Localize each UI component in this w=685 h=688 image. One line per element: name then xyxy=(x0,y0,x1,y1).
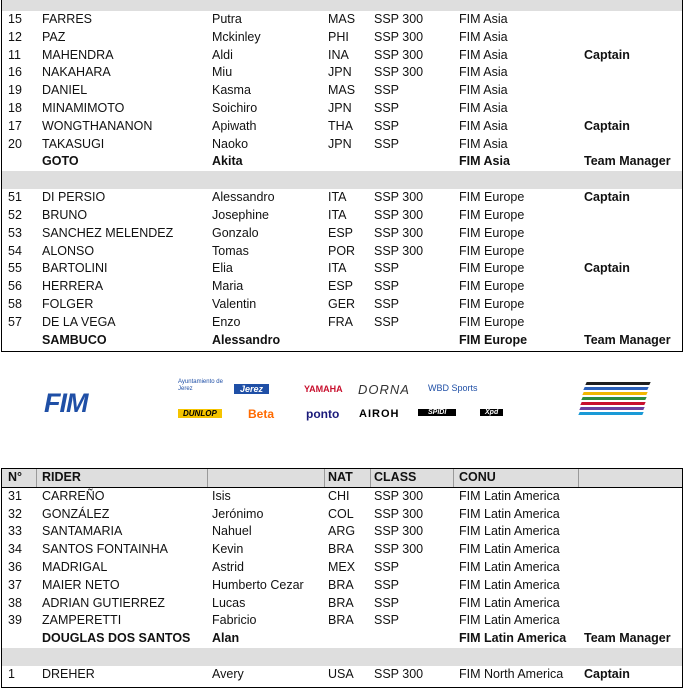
asia-rows xyxy=(2,11,682,153)
rider-last-name: SANTAMARIA xyxy=(42,524,123,539)
sponsor-band xyxy=(0,362,685,442)
rider-number: 57 xyxy=(8,314,22,329)
latam-team-manager-row xyxy=(2,630,682,648)
rider-last-name: BARTOLINI xyxy=(42,261,108,276)
rider-last-name: FARRES xyxy=(42,12,93,26)
section-separator xyxy=(2,171,682,189)
dunlop-logo: DUNLOP xyxy=(178,409,222,418)
rider-class: SSP xyxy=(374,595,400,610)
rider-nat: JPN xyxy=(328,100,352,115)
rider-number: 51 xyxy=(8,190,22,205)
europe-team-manager-row xyxy=(2,332,682,350)
rider-first-name: Apiwath xyxy=(212,118,257,133)
rider-class: SSP 300 xyxy=(374,190,424,205)
table-row xyxy=(2,64,682,82)
rider-class: SSP 300 xyxy=(374,506,424,521)
rider-class: SSP xyxy=(374,100,400,115)
rider-first-name: Elia xyxy=(212,261,233,276)
rider-conu: FIM Asia xyxy=(459,136,508,151)
rider-first-name: Avery xyxy=(212,666,244,681)
rider-last-name: ZAMPERETTI xyxy=(42,613,122,628)
rider-conu: FIM Asia xyxy=(459,29,508,44)
rider-number: 15 xyxy=(8,12,22,26)
rider-number: 12 xyxy=(8,29,22,44)
table-row xyxy=(2,595,682,613)
rider-class: SSP xyxy=(374,577,400,592)
table-row xyxy=(2,488,682,506)
rider-first-name: Fabricio xyxy=(212,613,257,628)
rider-first-name: Humberto Cezar xyxy=(212,577,304,592)
rider-conu: FIM Latin America xyxy=(459,559,560,574)
rider-nat: MAS xyxy=(328,83,356,98)
rider-conu: FIM Latin America xyxy=(459,506,560,521)
rider-conu: FIM Asia xyxy=(459,83,508,98)
rider-nat: ESP xyxy=(328,279,354,294)
rider-conu: FIM Europe xyxy=(459,243,525,258)
spidi-logo: SPIDI xyxy=(418,409,456,416)
rider-class: SSP xyxy=(374,261,400,276)
manager-role: Team Manager xyxy=(584,631,671,646)
table-row xyxy=(2,100,682,118)
manager-last-name: GOTO xyxy=(42,154,79,169)
table-row xyxy=(2,136,682,154)
rider-number: 55 xyxy=(8,261,22,276)
table-row xyxy=(2,29,682,47)
rider-class: SSP 300 xyxy=(374,542,424,557)
table-row xyxy=(2,612,682,630)
rider-first-name: Kevin xyxy=(212,542,244,557)
rider-number: 16 xyxy=(8,65,22,80)
rider-first-name: Mckinley xyxy=(212,29,261,44)
rider-conu: FIM Asia xyxy=(459,100,508,115)
rider-last-name: MINAMIMOTO xyxy=(42,100,125,115)
rider-nat: COL xyxy=(328,506,354,521)
rider-last-name: ALONSO xyxy=(42,243,95,258)
rider-conu: FIM Latin America xyxy=(459,595,560,610)
table-row xyxy=(2,225,682,243)
rider-number: 17 xyxy=(8,118,22,133)
rider-role: Captain xyxy=(584,118,630,133)
rider-first-name: Soichiro xyxy=(212,100,258,115)
rider-nat: INA xyxy=(328,47,349,62)
rider-first-name: Tomas xyxy=(212,243,249,258)
rider-conu: FIM Europe xyxy=(459,296,525,311)
rider-number: 54 xyxy=(8,243,22,258)
rider-conu: FIM Asia xyxy=(459,65,508,80)
table-row xyxy=(2,82,682,100)
rider-nat: JPN xyxy=(328,65,352,80)
manager-conu: FIM Asia xyxy=(459,154,510,169)
rider-class: SSP xyxy=(374,118,400,133)
table-row xyxy=(2,506,682,524)
rider-last-name: MAIER NETO xyxy=(42,577,120,592)
rider-class: SSP 300 xyxy=(374,666,424,681)
rider-conu: FIM Asia xyxy=(459,118,508,133)
rider-nat: POR xyxy=(328,243,356,258)
rider-class: SSP xyxy=(374,296,400,311)
rider-class: SSP 300 xyxy=(374,65,424,80)
manager-role: Team Manager xyxy=(584,332,671,347)
rider-first-name: Kasma xyxy=(212,83,251,98)
rider-last-name: GONZÁLEZ xyxy=(42,506,110,521)
rider-conu: FIM Asia xyxy=(459,12,508,26)
table-row xyxy=(2,577,682,595)
rider-nat: ITA xyxy=(328,190,347,205)
rider-number: 32 xyxy=(8,506,22,521)
rider-nat: ITA xyxy=(328,261,347,276)
rider-role: Captain xyxy=(584,47,630,62)
rider-last-name: DI PERSIO xyxy=(42,190,106,205)
rider-last-name: MAHENDRA xyxy=(42,47,114,62)
table-row xyxy=(2,207,682,225)
rider-class: SSP 300 xyxy=(374,243,424,258)
rider-first-name: Valentin xyxy=(212,296,257,311)
rider-conu: FIM Latin America xyxy=(459,524,560,539)
rider-conu: FIM Europe xyxy=(459,207,525,222)
rider-nat: BRA xyxy=(328,613,354,628)
rider-last-name: SANCHEZ MELENDEZ xyxy=(42,225,174,240)
rider-number: 39 xyxy=(8,613,22,628)
manager-first-name: Alan xyxy=(212,631,240,646)
rider-class: SSP 300 xyxy=(374,225,424,240)
header-rider: RIDER xyxy=(42,470,81,484)
wbd-sports-logo: WBD Sports xyxy=(428,383,478,393)
rider-first-name: Naoko xyxy=(212,136,249,151)
rider-nat: JPN xyxy=(328,136,352,151)
rider-nat: MAS xyxy=(328,12,356,26)
ayuntamiento-logo: Ayuntamiento de Jerez xyxy=(178,379,223,392)
rider-last-name: FOLGER xyxy=(42,296,94,311)
rider-last-name: DE LA VEGA xyxy=(42,314,116,329)
rider-last-name: DREHER xyxy=(42,666,95,681)
table-row xyxy=(2,189,682,207)
rider-conu: FIM Asia xyxy=(459,47,508,62)
table-row xyxy=(2,559,682,577)
table-row xyxy=(2,314,682,332)
rider-class: SSP 300 xyxy=(374,12,424,26)
rider-class: SSP 300 xyxy=(374,29,424,44)
europe-rows xyxy=(2,189,682,331)
rider-conu: FIM North America xyxy=(459,666,564,681)
rider-role: Captain xyxy=(584,261,630,276)
rider-number: 19 xyxy=(8,83,22,98)
rider-conu: FIM Europe xyxy=(459,279,525,294)
dorna-logo: DORNA xyxy=(358,382,410,397)
rider-number: 38 xyxy=(8,595,22,610)
manager-conu: FIM Latin America xyxy=(459,631,567,646)
rider-class: SSP xyxy=(374,314,400,329)
header-class: CLASS xyxy=(374,470,417,484)
manager-last-name: DOUGLAS DOS SANTOS xyxy=(42,631,191,646)
asia-team-manager-row xyxy=(2,153,682,171)
rider-class: SSP xyxy=(374,559,400,574)
rider-first-name: Enzo xyxy=(212,314,241,329)
table-row xyxy=(2,243,682,261)
rider-nat: ITA xyxy=(328,207,347,222)
manager-last-name: SAMBUCO xyxy=(42,332,107,347)
rider-class: SSP xyxy=(374,83,400,98)
rider-number: 18 xyxy=(8,100,22,115)
rider-nat: MEX xyxy=(328,559,356,574)
ponto-logo: ponto xyxy=(306,407,340,421)
rider-last-name: TAKASUGI xyxy=(42,136,105,151)
rider-number: 20 xyxy=(8,136,22,151)
rider-last-name: NAKAHARA xyxy=(42,65,111,80)
xpd-logo: Xpd xyxy=(480,409,503,416)
stripes-logo-icon xyxy=(578,380,650,422)
rider-role: Captain xyxy=(584,190,630,205)
rider-class: SSP 300 xyxy=(374,524,424,539)
table-row xyxy=(2,118,682,136)
table-row xyxy=(2,523,682,541)
rider-first-name: Nahuel xyxy=(212,524,252,539)
rider-conu: FIM Latin America xyxy=(459,542,560,557)
table-row xyxy=(2,541,682,559)
rider-nat: CHI xyxy=(328,488,350,503)
rider-conu: FIM Latin America xyxy=(459,613,560,628)
section-separator xyxy=(2,0,682,11)
manager-first-name: Akita xyxy=(212,154,243,169)
rider-conu: FIM Europe xyxy=(459,314,525,329)
rider-number: 56 xyxy=(8,279,22,294)
latam-na-table xyxy=(1,468,683,688)
rider-first-name: Isis xyxy=(212,488,231,503)
manager-conu: FIM Europe xyxy=(459,332,528,347)
rider-class: SSP xyxy=(374,279,400,294)
rider-conu: FIM Europe xyxy=(459,190,525,205)
rider-class: SSP 300 xyxy=(374,207,424,222)
rider-first-name: Astrid xyxy=(212,559,244,574)
rider-number: 52 xyxy=(8,207,22,222)
rider-number: 31 xyxy=(8,488,22,503)
table-header xyxy=(2,469,682,488)
rider-nat: FRA xyxy=(328,314,353,329)
rider-nat: USA xyxy=(328,666,354,681)
rider-first-name: Miu xyxy=(212,65,233,80)
rider-first-name: Aldi xyxy=(212,47,233,62)
rider-conu: FIM Latin America xyxy=(459,577,560,592)
rider-conu: FIM Europe xyxy=(459,261,525,276)
header-conu: CONU xyxy=(459,470,496,484)
rider-class: SSP 300 xyxy=(374,488,424,503)
table-row xyxy=(2,278,682,296)
rider-last-name: SANTOS FONTAINHA xyxy=(42,542,168,557)
beta-logo: Beta xyxy=(248,407,275,421)
rider-first-name: Josephine xyxy=(212,207,269,222)
rider-number: 11 xyxy=(8,47,21,62)
rider-first-name: Jerónimo xyxy=(212,506,264,521)
rider-nat: BRA xyxy=(328,577,354,592)
rider-nat: PHI xyxy=(328,29,349,44)
header-nat: NAT xyxy=(328,470,353,484)
yamaha-logo: YAMAHA xyxy=(304,384,343,394)
table-row xyxy=(2,296,682,314)
rider-first-name: Alessandro xyxy=(212,190,275,205)
rider-class: SSP xyxy=(374,613,400,628)
rider-number: 36 xyxy=(8,559,22,574)
rider-nat: THA xyxy=(328,118,353,133)
rider-conu: FIM Latin America xyxy=(459,488,560,503)
rider-nat: BRA xyxy=(328,595,354,610)
latam-rows xyxy=(2,488,682,630)
rider-last-name: WONGTHANANON xyxy=(42,118,153,133)
rider-first-name: Lucas xyxy=(212,595,246,610)
manager-role: Team Manager xyxy=(584,154,671,169)
rider-role: Captain xyxy=(584,666,630,681)
rider-last-name: MADRIGAL xyxy=(42,559,108,574)
rider-number: 34 xyxy=(8,542,22,557)
airoh-logo: AIROH xyxy=(359,408,400,420)
rider-first-name: Gonzalo xyxy=(212,225,259,240)
rider-last-name: HERRERA xyxy=(42,279,104,294)
rider-last-name: DANIEL xyxy=(42,83,88,98)
header-no: N° xyxy=(8,470,23,484)
table-row xyxy=(2,47,682,65)
rider-number: 37 xyxy=(8,577,22,592)
rider-last-name: CARREÑO xyxy=(42,488,105,503)
rider-number: 1 xyxy=(8,666,15,681)
rider-class: SSP 300 xyxy=(374,47,424,62)
rider-conu: FIM Europe xyxy=(459,225,525,240)
table-row xyxy=(2,11,682,29)
section-separator xyxy=(2,648,682,666)
rider-nat: ESP xyxy=(328,225,354,240)
rider-nat: BRA xyxy=(328,542,354,557)
jerez-logo: Jerez xyxy=(234,384,269,394)
rider-last-name: ADRIAN GUTIERREZ xyxy=(42,595,165,610)
manager-first-name: Alessandro xyxy=(212,332,281,347)
rider-number: 53 xyxy=(8,225,22,240)
rider-nat: GER xyxy=(328,296,356,311)
fim-logo: FIM xyxy=(44,388,88,418)
table-row xyxy=(2,260,682,278)
rider-number: 33 xyxy=(8,524,22,539)
rider-nat: ARG xyxy=(328,524,356,539)
rider-first-name: Maria xyxy=(212,279,244,294)
rider-first-name: Putra xyxy=(212,12,242,26)
rider-last-name: PAZ xyxy=(42,29,66,44)
rider-class: SSP xyxy=(374,136,400,151)
asia-europe-table xyxy=(1,0,683,352)
rider-last-name: BRUNO xyxy=(42,207,88,222)
rider-number: 58 xyxy=(8,296,22,311)
